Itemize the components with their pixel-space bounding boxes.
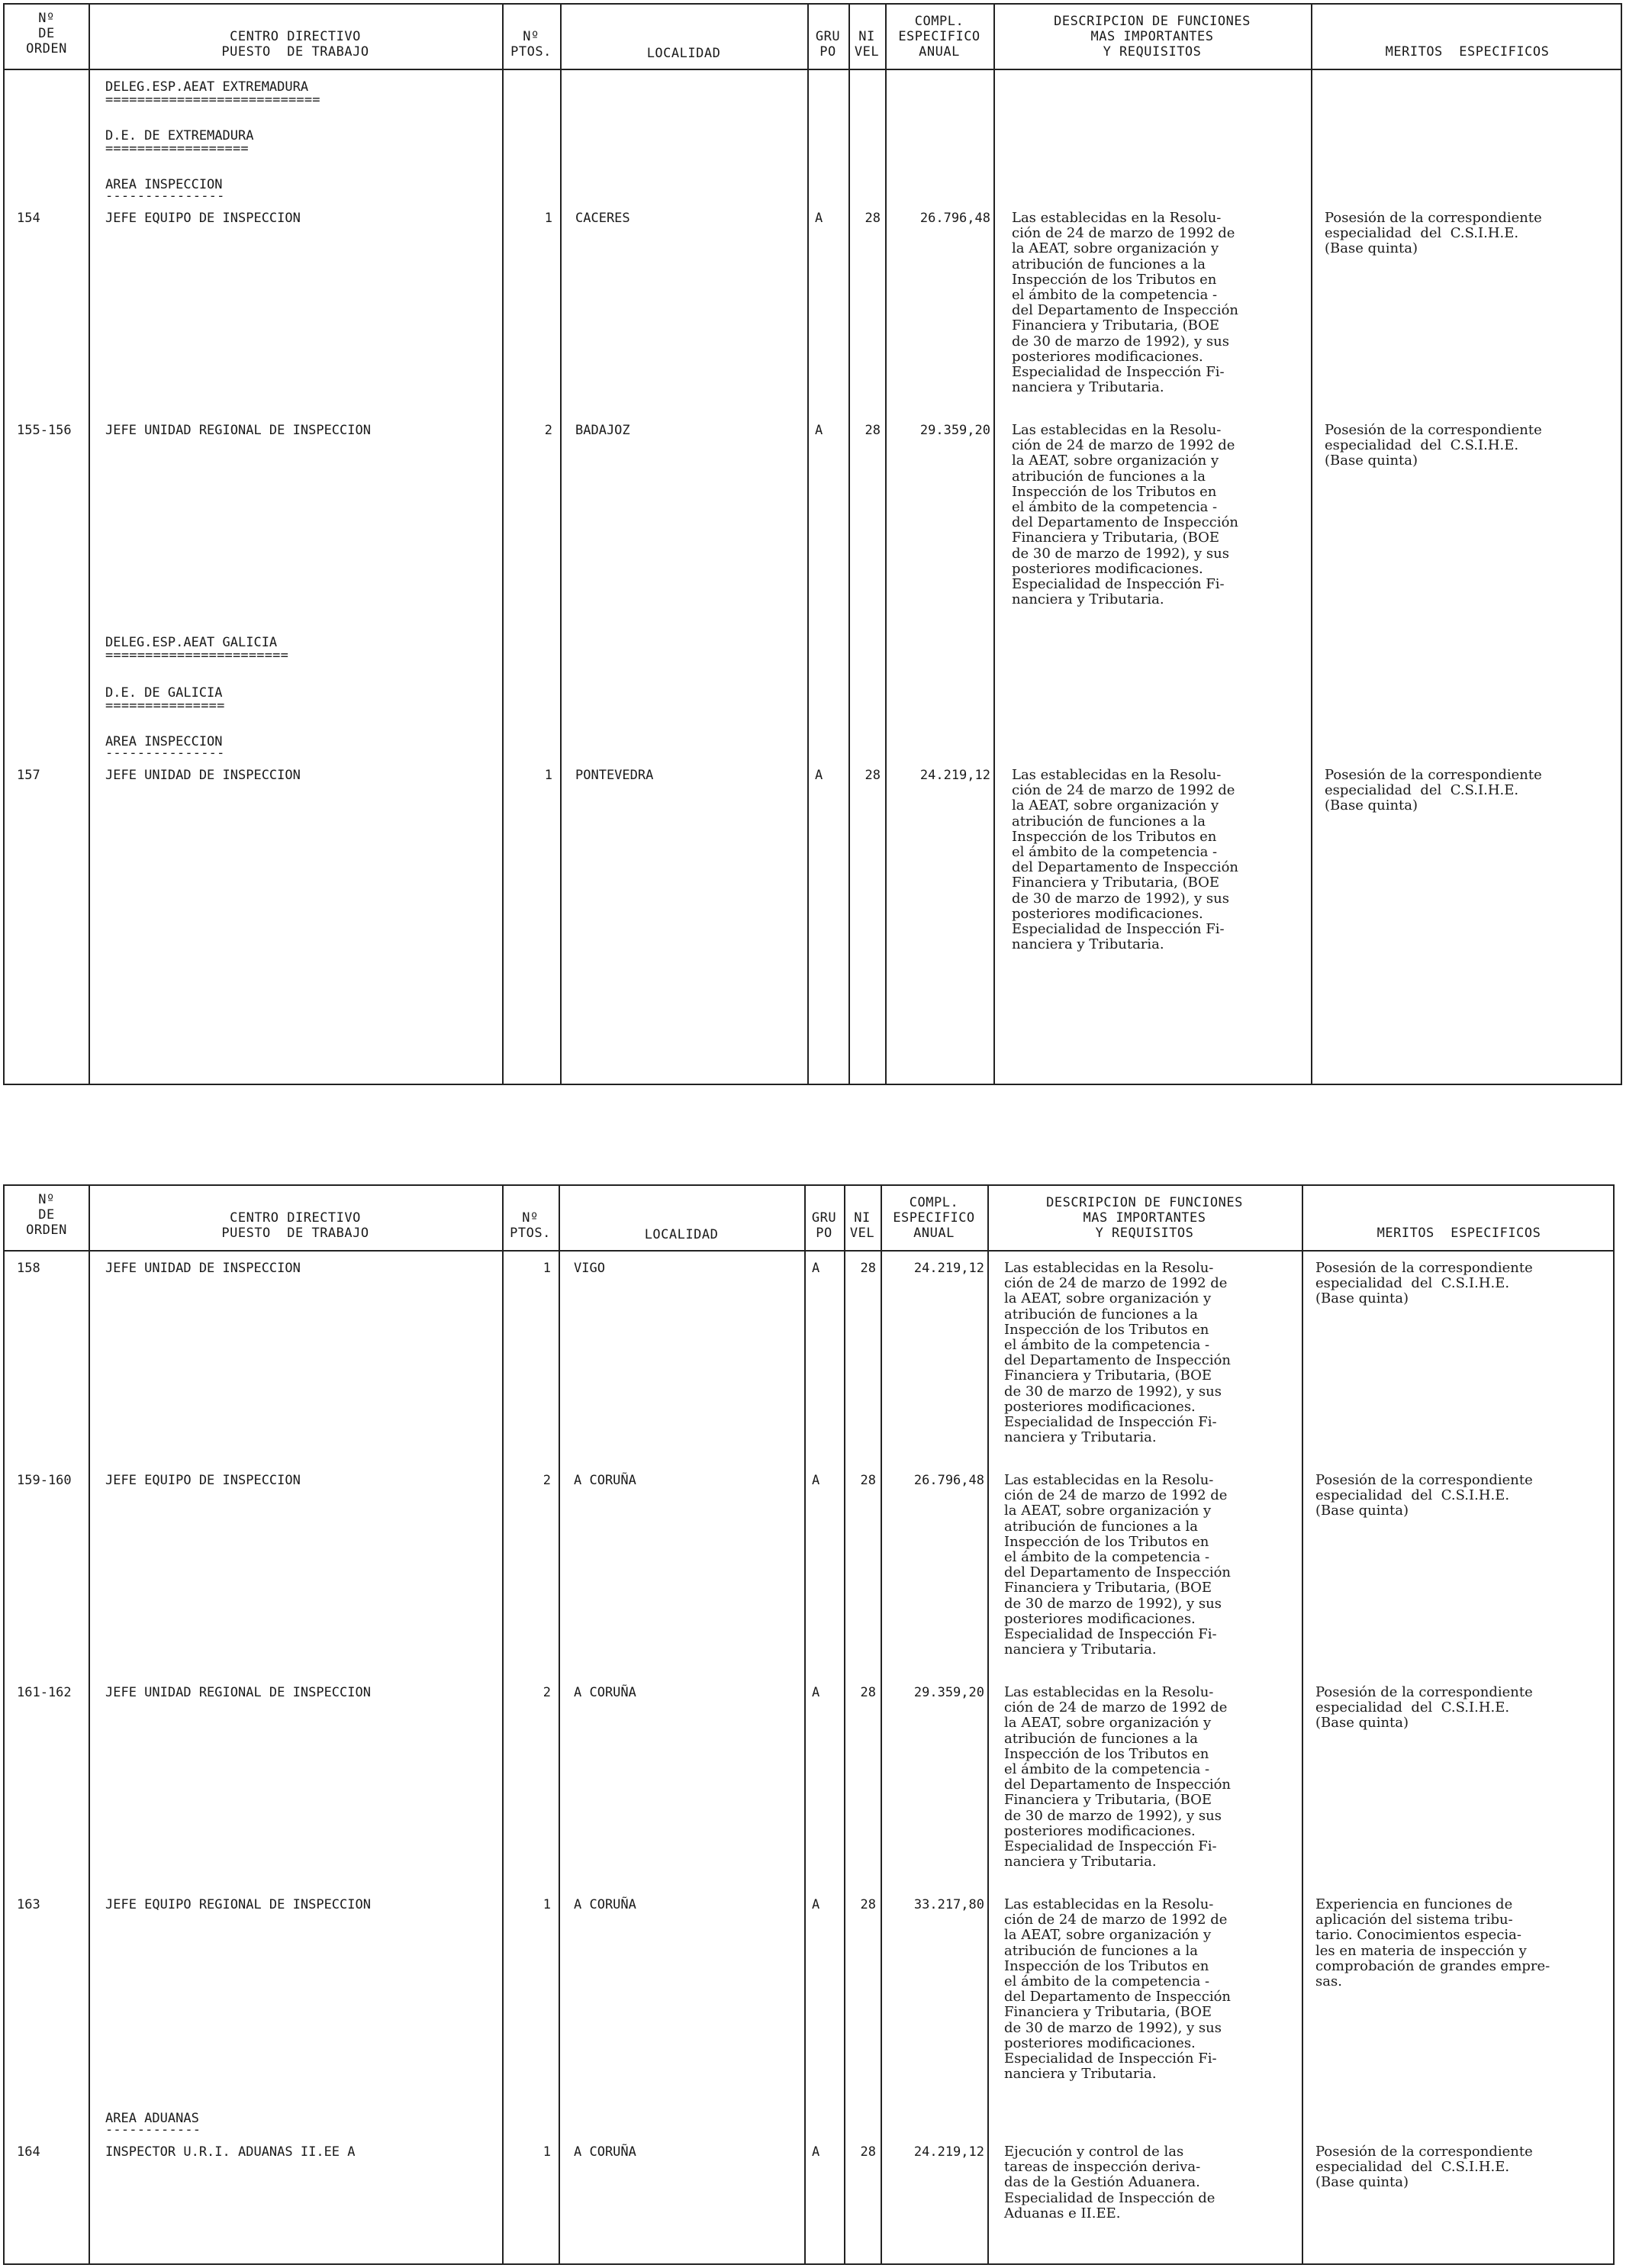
row-grupo: A xyxy=(812,1897,820,1912)
row-localidad: A CORUÑA xyxy=(574,1685,636,1700)
column-divider xyxy=(89,1186,90,2263)
row-nivel: 28 xyxy=(865,423,881,438)
section-title: AREA INSPECCION xyxy=(105,734,223,749)
column-divider xyxy=(987,1186,989,2263)
header-nivel: NI VEL xyxy=(854,29,880,60)
column-divider xyxy=(807,5,809,1084)
section-title: D.E. DE GALICIA xyxy=(105,685,223,701)
column-divider xyxy=(559,1186,560,2263)
row-orden: 164 xyxy=(17,2144,40,2160)
header-meritos: MERITOS ESPECIFICOS xyxy=(1385,44,1550,60)
row-grupo: A xyxy=(815,211,823,226)
table-page-1 xyxy=(3,3,1622,1085)
column-divider xyxy=(885,5,887,1084)
row-meritos: Posesión de la correspondiente especialidad del C.S.I.H.E. (Base quinta) xyxy=(1315,1472,1533,1519)
row-meritos: Experiencia en funciones de aplicación del sistema tribu- tario. Conocimientos especia- les en materia de inspección y comprobación de grandes empre- sas. xyxy=(1315,1896,1550,1990)
row-grupo: A xyxy=(812,1261,820,1276)
row-puesto: JEFE UNIDAD DE INSPECCION xyxy=(105,768,301,783)
header-divider xyxy=(5,69,1621,70)
column-divider xyxy=(1302,1186,1303,2263)
row-meritos: Posesión de la correspondiente especialidad del C.S.I.H.E. (Base quinta) xyxy=(1315,1260,1533,1307)
row-compl: 24.219,12 xyxy=(919,768,990,783)
header-localidad: LOCALIDAD xyxy=(646,46,721,61)
row-puesto: JEFE EQUIPO DE INSPECCION xyxy=(105,1473,301,1488)
row-puesto: JEFE UNIDAD DE INSPECCION xyxy=(105,1261,301,1276)
row-descripcion: Las establecidas en la Resolu- ción de 24 de marzo de 1992 de la AEAT, sobre organización y atribución de funciones a la Inspección de los Tributos en el ámbito de la competencia - del Departamento de Inspección Financiera y Tributaria, (BOE de 30 de marzo de 1992), y sus posteriores modificaciones. Especialidad de Inspección Fi- nanciera y Tributaria. xyxy=(1012,767,1239,953)
row-compl: 33.217,80 xyxy=(913,1897,984,1912)
header-grupo: GRU PO xyxy=(815,29,841,60)
row-puesto: JEFE EQUIPO DE INSPECCION xyxy=(105,211,301,226)
row-nivel: 28 xyxy=(860,1897,876,1912)
header-descripcion: DESCRIPCION DE FUNCIONES MAS IMPORTANTES Y REQUISITOS xyxy=(1046,1195,1243,1241)
header-nivel: NI VEL xyxy=(849,1210,875,1241)
header-descripcion: DESCRIPCION DE FUNCIONES MAS IMPORTANTES Y REQUISITOS xyxy=(1054,14,1251,60)
row-descripcion: Las establecidas en la Resolu- ción de 24 de marzo de 1992 de la AEAT, sobre organización y atribución de funciones a la Inspección de los Tributos en el ámbito de la competencia - del Departamento de Inspección Financiera y Tributaria, (BOE de 30 de marzo de 1992), y sus posteriores modificaciones. Especialidad de Inspección Fi- nanciera y Tributaria. xyxy=(1004,1260,1232,1446)
section-underline: --------------- xyxy=(105,188,225,204)
row-orden: 158 xyxy=(17,1261,40,1276)
table-page-2 xyxy=(3,1184,1615,2265)
column-divider xyxy=(502,1186,504,2263)
row-meritos: Posesión de la correspondiente especialidad del C.S.I.H.E. (Base quinta) xyxy=(1315,1684,1533,1732)
row-ptos: 1 xyxy=(544,768,552,783)
row-localidad: VIGO xyxy=(574,1261,605,1276)
section-title: DELEG.ESP.AEAT GALICIA xyxy=(105,635,278,650)
row-localidad: PONTEVEDRA xyxy=(575,768,654,783)
row-localidad: BADAJOZ xyxy=(575,423,630,438)
column-divider xyxy=(560,5,562,1084)
row-localidad: CACERES xyxy=(575,211,630,226)
row-puesto: JEFE EQUIPO REGIONAL DE INSPECCION xyxy=(105,1897,371,1912)
section-underline: ======================= xyxy=(105,648,289,663)
row-orden: 155-156 xyxy=(17,423,72,438)
column-divider xyxy=(993,5,995,1084)
header-meritos: MERITOS ESPECIFICOS xyxy=(1376,1226,1541,1241)
row-compl: 29.359,20 xyxy=(913,1685,984,1700)
section-underline: ================== xyxy=(105,141,249,156)
row-compl: 26.796,48 xyxy=(919,211,990,226)
header-orden: Nº DE ORDEN xyxy=(26,1192,67,1238)
section-underline: =========================== xyxy=(105,92,320,108)
row-descripcion: Ejecución y control de las tareas de inspección deriva- das de la Gestión Aduanera. Especialidad de Inspección de Aduanas e II.EE. xyxy=(1004,2144,1215,2221)
column-divider xyxy=(848,5,850,1084)
row-meritos: Posesión de la correspondiente especialidad del C.S.I.H.E. (Base quinta) xyxy=(1325,767,1542,814)
header-compl-especifico: COMPL. ESPECIFICO ANUAL xyxy=(893,1195,975,1241)
row-orden: 154 xyxy=(17,211,40,226)
row-descripcion: Las establecidas en la Resolu- ción de 24 de marzo de 1992 de la AEAT, sobre organización y atribución de funciones a la Inspección de los Tributos en el ámbito de la competencia - del Departamento de Inspección Financiera y Tributaria, (BOE de 30 de marzo de 1992), y sus posteriores modificaciones. Especialidad de Inspección Fi- nanciera y Tributaria. xyxy=(1004,1684,1232,1870)
row-puesto: INSPECTOR U.R.I. ADUANAS II.EE A xyxy=(105,2144,356,2160)
column-divider xyxy=(804,1186,806,2263)
row-compl: 26.796,48 xyxy=(913,1473,984,1488)
section-underline: --------------- xyxy=(105,746,225,761)
row-ptos: 1 xyxy=(543,1897,551,1912)
row-localidad: A CORUÑA xyxy=(574,2144,636,2160)
row-descripcion: Las establecidas en la Resolu- ción de 24 de marzo de 1992 de la AEAT, sobre organización y atribución de funciones a la Inspección de los Tributos en el ámbito de la competencia - del Departamento de Inspección Financiera y Tributaria, (BOE de 30 de marzo de 1992), y sus posteriores modificaciones. Especialidad de Inspección Fi- nanciera y Tributaria. xyxy=(1004,1472,1232,1658)
header-grupo: GRU PO xyxy=(811,1210,837,1241)
row-orden: 163 xyxy=(17,1897,40,1912)
row-orden: 159-160 xyxy=(17,1473,72,1488)
section-title: D.E. DE EXTREMADURA xyxy=(105,128,254,143)
header-centro-directivo: CENTRO DIRECTIVO PUESTO DE TRABAJO xyxy=(221,29,369,60)
row-ptos: 2 xyxy=(544,423,552,438)
row-nivel: 28 xyxy=(860,2144,876,2160)
row-ptos: 2 xyxy=(543,1685,551,1700)
row-meritos: Posesión de la correspondiente especialidad del C.S.I.H.E. (Base quinta) xyxy=(1325,422,1542,469)
row-ptos: 1 xyxy=(543,2144,551,2160)
row-grupo: A xyxy=(812,2144,820,2160)
row-descripcion: Las establecidas en la Resolu- ción de 24 de marzo de 1992 de la AEAT, sobre organización y atribución de funciones a la Inspección de los Tributos en el ámbito de la competencia - del Departamento de Inspección Financiera y Tributaria, (BOE de 30 de marzo de 1992), y sus posteriores modificaciones. Especialidad de Inspección Fi- nanciera y Tributaria. xyxy=(1012,210,1239,396)
row-orden: 161-162 xyxy=(17,1685,72,1700)
row-grupo: A xyxy=(812,1473,820,1488)
row-grupo: A xyxy=(815,768,823,783)
row-grupo: A xyxy=(812,1685,820,1700)
column-divider xyxy=(502,5,504,1084)
row-compl: 24.219,12 xyxy=(913,1261,984,1276)
column-divider xyxy=(881,1186,882,2263)
row-nivel: 28 xyxy=(865,768,881,783)
section-title: AREA INSPECCION xyxy=(105,177,223,192)
row-puesto: JEFE UNIDAD REGIONAL DE INSPECCION xyxy=(105,423,371,438)
section-title: AREA ADUANAS xyxy=(105,2111,199,2126)
header-ptos: Nº PTOS. xyxy=(510,29,552,60)
row-orden: 157 xyxy=(17,768,40,783)
row-meritos: Posesión de la correspondiente especialidad del C.S.I.H.E. (Base quinta) xyxy=(1315,2144,1533,2191)
row-grupo: A xyxy=(815,423,823,438)
column-divider xyxy=(1311,5,1312,1084)
row-ptos: 1 xyxy=(544,211,552,226)
row-ptos: 2 xyxy=(543,1473,551,1488)
row-localidad: A CORUÑA xyxy=(574,1473,636,1488)
header-ptos: Nº PTOS. xyxy=(510,1210,551,1241)
row-ptos: 1 xyxy=(543,1261,551,1276)
row-nivel: 28 xyxy=(860,1685,876,1700)
column-divider xyxy=(844,1186,845,2263)
row-localidad: A CORUÑA xyxy=(574,1897,636,1912)
header-compl-especifico: COMPL. ESPECIFICO ANUAL xyxy=(898,14,980,60)
section-title: DELEG.ESP.AEAT EXTREMADURA xyxy=(105,79,309,95)
section-underline: ------------ xyxy=(105,2122,201,2138)
row-nivel: 28 xyxy=(860,1261,876,1276)
header-orden: Nº DE ORDEN xyxy=(26,11,67,56)
section-underline: =============== xyxy=(105,698,225,714)
row-nivel: 28 xyxy=(860,1473,876,1488)
header-localidad: LOCALIDAD xyxy=(644,1227,719,1242)
header-divider xyxy=(5,1250,1613,1252)
row-meritos: Posesión de la correspondiente especialidad del C.S.I.H.E. (Base quinta) xyxy=(1325,210,1542,257)
row-puesto: JEFE UNIDAD REGIONAL DE INSPECCION xyxy=(105,1685,371,1700)
row-nivel: 28 xyxy=(865,211,881,226)
header-centro-directivo: CENTRO DIRECTIVO PUESTO DE TRABAJO xyxy=(221,1210,369,1241)
row-descripcion: Las establecidas en la Resolu- ción de 24 de marzo de 1992 de la AEAT, sobre organización y atribución de funciones a la Inspección de los Tributos en el ámbito de la competencia - del Departamento de Inspección Financiera y Tributaria, (BOE de 30 de marzo de 1992), y sus posteriores modificaciones. Especialidad de Inspección Fi- nanciera y Tributaria. xyxy=(1004,1896,1232,2083)
column-divider xyxy=(89,5,90,1084)
row-descripcion: Las establecidas en la Resolu- ción de 24 de marzo de 1992 de la AEAT, sobre organización y atribución de funciones a la Inspección de los Tributos en el ámbito de la competencia - del Departamento de Inspección Financiera y Tributaria, (BOE de 30 de marzo de 1992), y sus posteriores modificaciones. Especialidad de Inspección Fi- nanciera y Tributaria. xyxy=(1012,422,1239,608)
row-compl: 29.359,20 xyxy=(919,423,990,438)
row-compl: 24.219,12 xyxy=(913,2144,984,2160)
